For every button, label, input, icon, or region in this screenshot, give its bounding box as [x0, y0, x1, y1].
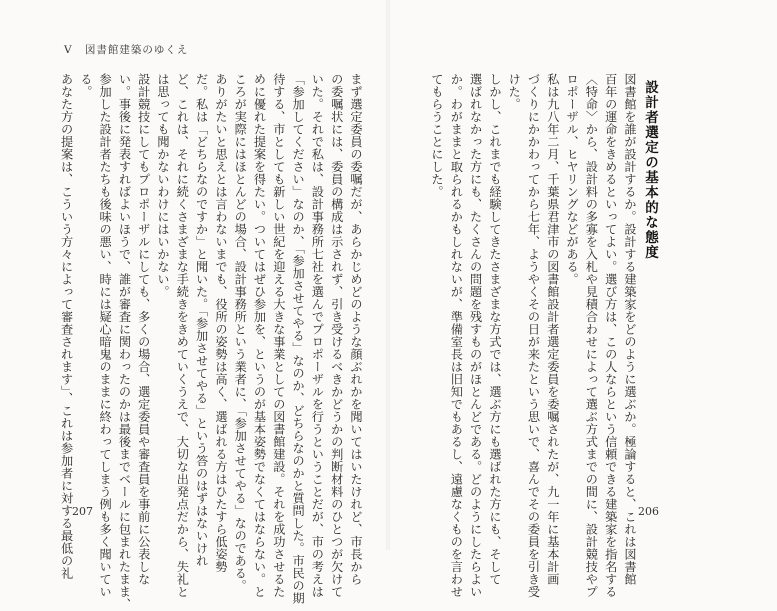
right-page-body	[405, 73, 639, 598]
chapter-number: V	[64, 44, 73, 56]
section-heading: 設計者選定の基本的な態度	[642, 80, 658, 260]
text-line: づくりにかかわってから七年、ようやくその日が来たという思いで、喜んでその委員を引き受	[526, 73, 541, 598]
chapter-title: 図書館建築のゆくえ	[84, 44, 189, 56]
text-line: 待する、市としても新しい世紀を迎える大きな事業としての図書館建設。それを成功させるた	[271, 73, 286, 598]
text-line: 私は九八年二月、千葉県君津市の図書館設計者選定委員を委嘱されたが、九一年に基本計画	[545, 73, 560, 586]
left-page-number: 207	[72, 505, 93, 518]
text-line: は思っても聞かないわけにはいかない。	[156, 73, 171, 298]
text-line: ど、これは、それに続くさまざまな手続きをきめていくうえで、大切な出発点だから、失礼と	[175, 73, 190, 598]
text-line: 〈特命〉から、設計料の多寡を入札や見積合わせによって選ぶ方式までの間に、設計競技やプ	[584, 73, 599, 598]
text-line: る。	[78, 73, 93, 98]
text-line: 「参加してください」なのか、「参加させてやる」なのか、どちらなのかと質問した。市民の期	[291, 73, 306, 605]
text-line: 参加した設計者たちも後味の悪い、時には疑心暗鬼のままに終わってしまう例も多く聞いてい	[98, 73, 113, 598]
text-line: 図書館を誰が設計するか。設計する建築家をどのように選ぶか。極論すると、これは図書館	[623, 73, 637, 586]
text-line: けた。	[507, 73, 522, 111]
text-line: ありがたいと思えとは言わないまでも、役所の姿勢は高く、選ばれる方はひたすら低姿勢	[213, 73, 228, 573]
text-line: ロポーザル、ヒヤリングなどがある。	[565, 73, 580, 286]
text-line: まず選定委員の委嘱だが、あらかじめどのような顔ぶれかを聞いてはいたけれど、市長から	[349, 73, 363, 586]
text-line: だ。私は「どちらなのですか」と聞いた。「参加させてやる」という答のはずはないけれ	[194, 73, 209, 567]
text-line: いた。それで私は、設計事務所七社を選んでプロポーザルを行うということだが、市の考えは	[310, 73, 325, 598]
text-line: 百年の運命をきめるといってよい。選び方は、この人ならという信頼できる建築家を指名する	[603, 73, 618, 598]
text-line: めに優れた提案を得たい。ついてはぜひ参加を、というのが基本姿勢でなくてはならない。と	[252, 73, 267, 598]
text-line: ころが実際にはほとんどの場合、設計事務所という業者に、「参加させてやる」なのである。	[233, 73, 248, 592]
right-page-number: 206	[638, 505, 659, 518]
text-line: の委嘱状には、委員の構成は示されず、引き受けるべきかどうかの判断材料のひとつが欠けて	[329, 73, 344, 598]
text-line: あなた方の提案は、こういう方々によって審査されます」、これは参加者に対する最低の礼	[59, 73, 74, 580]
text-line: 選ばれなかった方にも、たくさんの問題を残すものがほとんどである。どのようにしたらよい	[468, 73, 483, 598]
text-line: か。わがままと取られるかもしれないが、準備室長は旧知でもあるし、遠慮なくものを言わせ	[449, 73, 464, 598]
text-line: てもらうことにした。	[430, 73, 445, 198]
text-line: い。事後に発表すればよいほうで、誰が審査に関わったのかは最後までベールに包まれたまま、	[117, 73, 132, 611]
page-gutter	[386, 0, 390, 550]
text-line: 設計競技にしてもプロポーザルにしても、多くの場合、選定委員や審査員を事前に公表しな	[136, 73, 151, 586]
text-line: しかし、これまでも経験してきたさまざまな方式では、選ぶ方にも選ばれた方にも、そして	[487, 73, 502, 586]
running-header	[64, 42, 188, 57]
